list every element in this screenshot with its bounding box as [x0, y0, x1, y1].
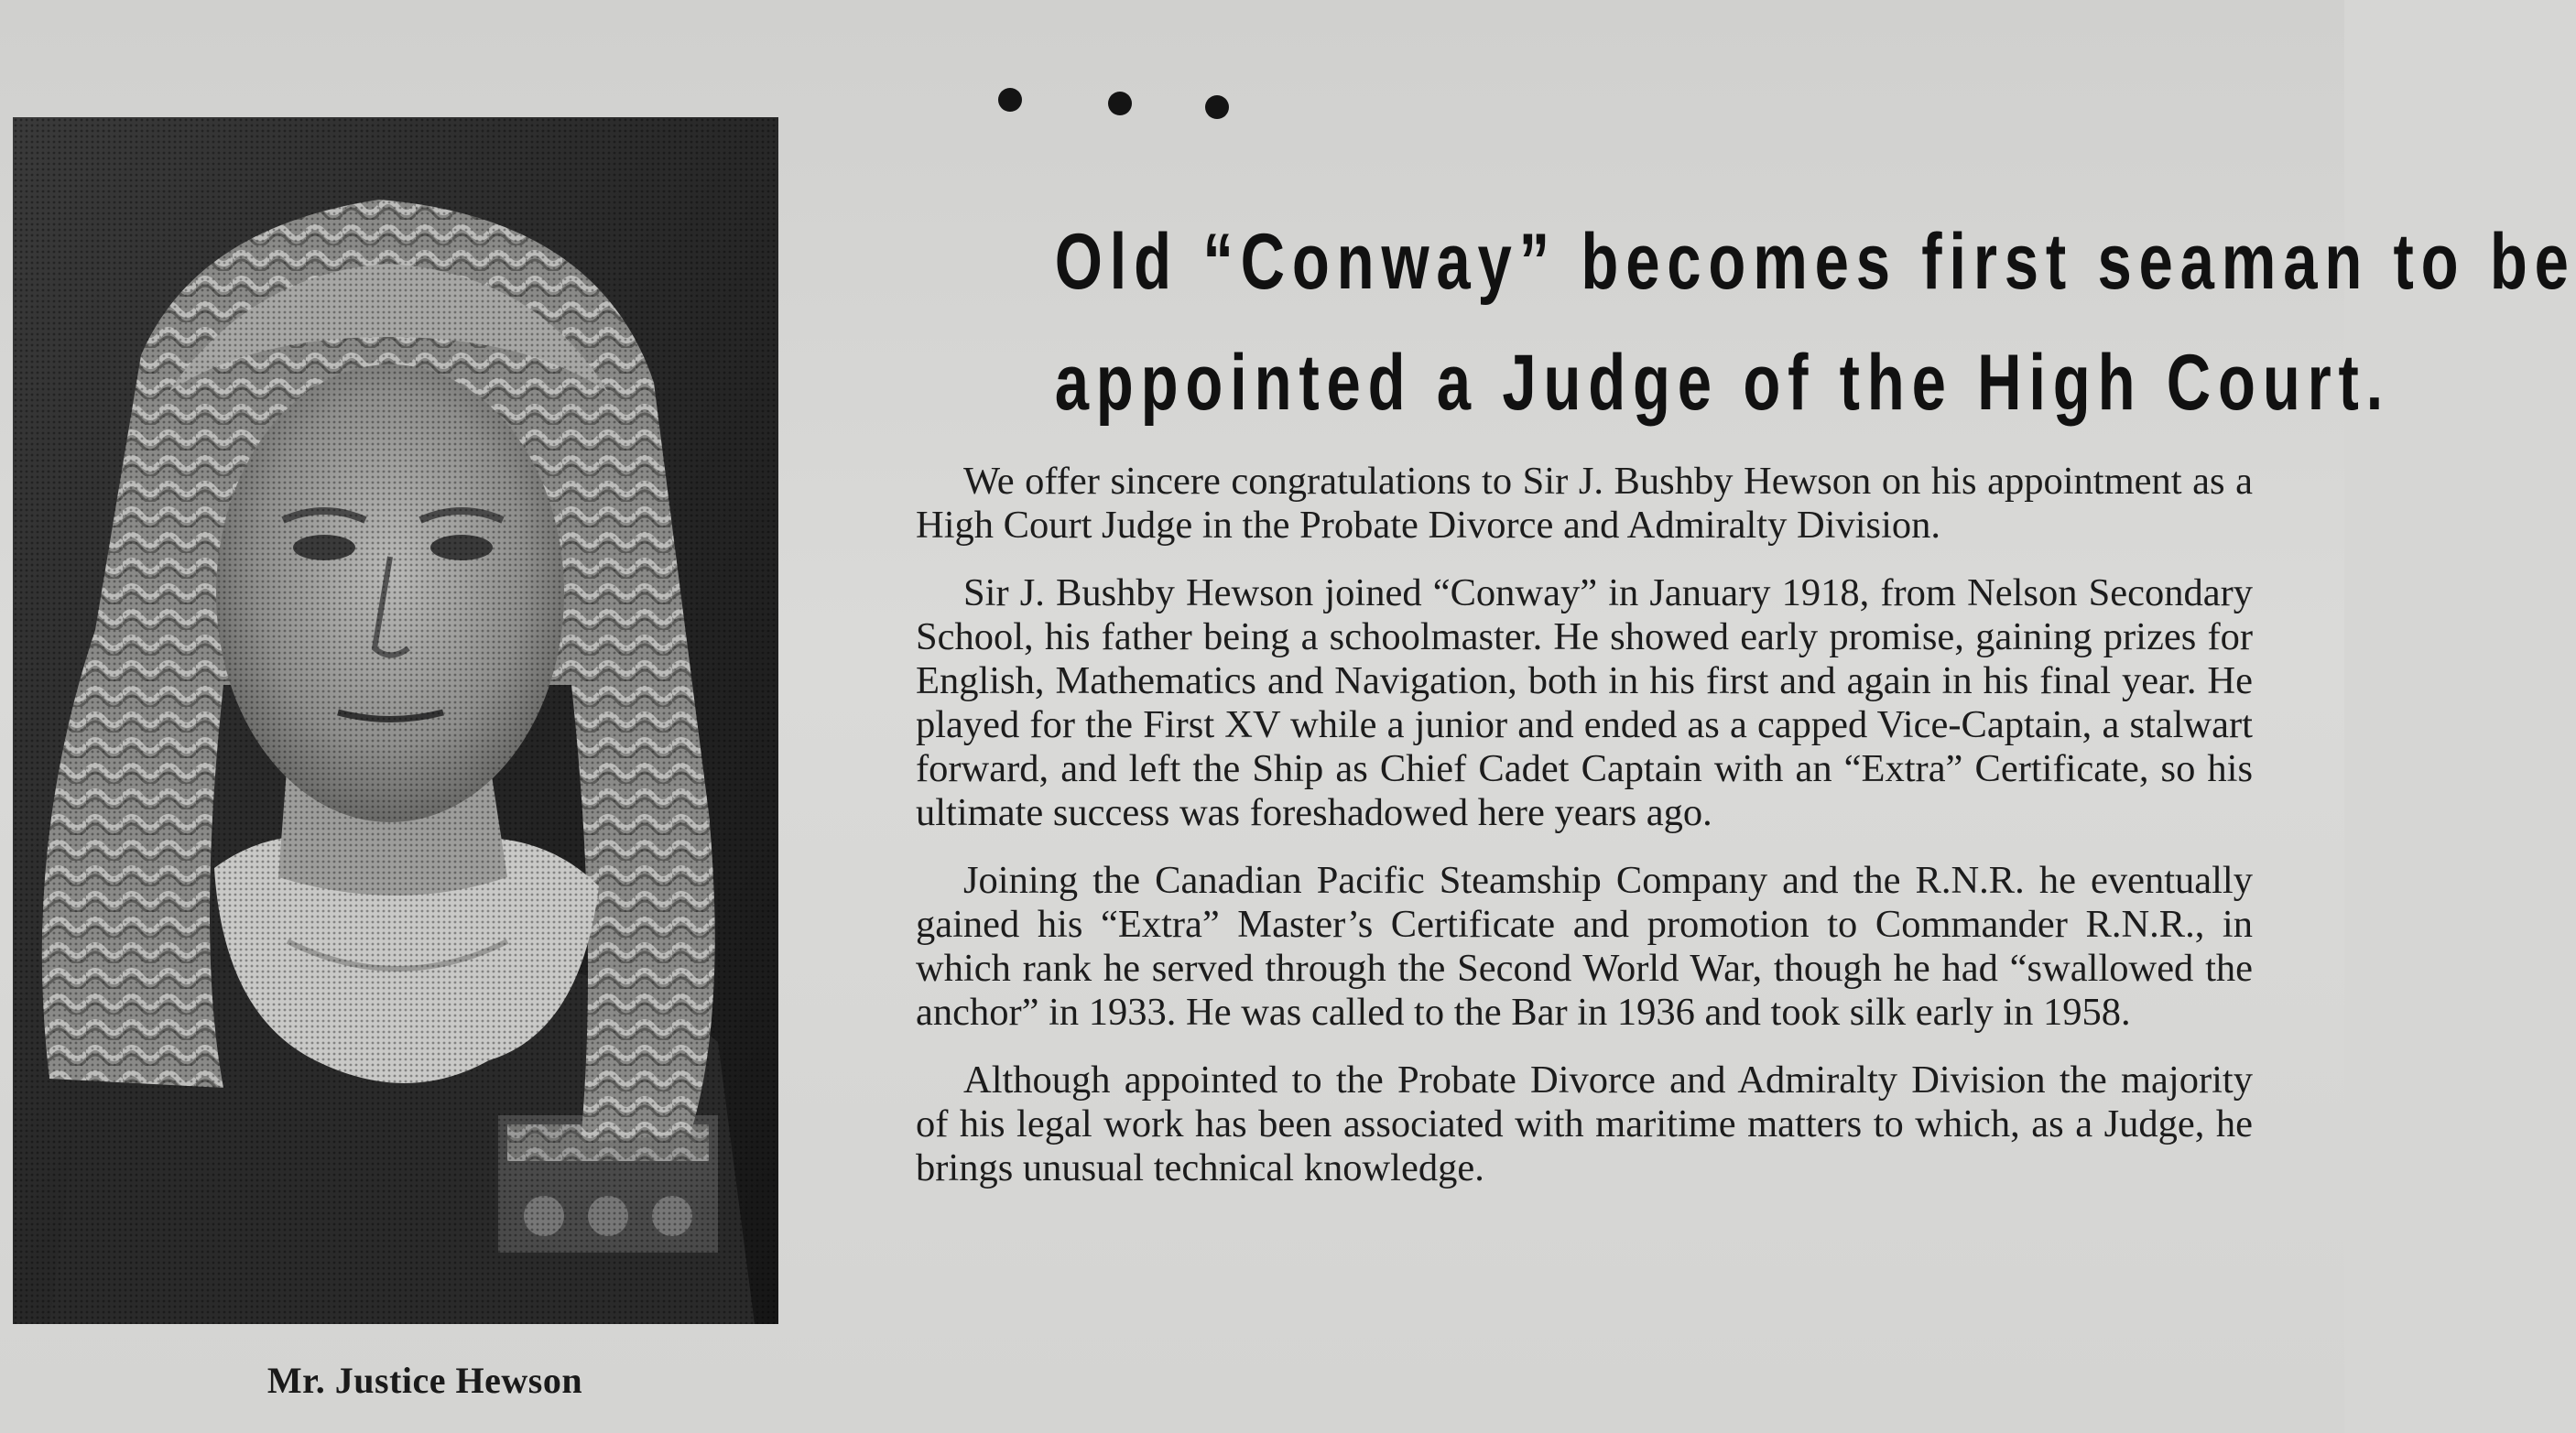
article-headline — [1054, 201, 2576, 443]
article-paragraph: We offer sincere congratulations to Sir J. Bushby Hewson on his appointment as a High Court Judge in the Probate Divorce and Admiralty Division. — [916, 460, 2253, 547]
ornament-dot — [1108, 92, 1132, 115]
article-paragraph: Although appointed to the Probate Divorce and Admiralty Division the majority of his legal work has been associated with maritime matters to which, as a Judge, he brings unusual technical knowledge. — [916, 1058, 2253, 1189]
headline-line-1: Old “Conway” becomes first seaman to be — [1054, 218, 2576, 306]
portrait-photo — [13, 117, 778, 1324]
section-ornament — [998, 88, 1236, 125]
article-body — [916, 460, 2253, 1214]
headline-line-2: appointed a Judge of the High Court. — [1054, 339, 2391, 427]
ornament-dot — [998, 88, 1022, 112]
judge-portrait-image — [13, 117, 778, 1324]
ornament-dot — [1205, 95, 1229, 119]
article-paragraph: Joining the Canadian Pacific Steamship Company and the R.N.R. he eventually gained his “Extra” Master’s Certificate and promotion to Commander R.N.R., in which rank he served through the Second World War, though he had “swallowed the anchor” in 1933. He was called to the Bar in 1936 and took silk early in 1958. — [916, 859, 2253, 1034]
article-paragraph: Sir J. Bushby Hewson joined “Conway” in January 1918, from Nelson Secondary School, his father being a schoolmaster. He showed early promise, gaining prizes for English, Mathematics and Navigation, both in his first and again in his final year. He played for the First XV while a junior and ended as a capped Vice-Captain, a stalwart forward, and left the Ship as Chief Cadet Captain with an “Extra” Certificate, so his ultimate success was foreshadowed here years ago. — [916, 571, 2253, 834]
photo-caption: Mr. Justice Hewson — [266, 1360, 583, 1401]
